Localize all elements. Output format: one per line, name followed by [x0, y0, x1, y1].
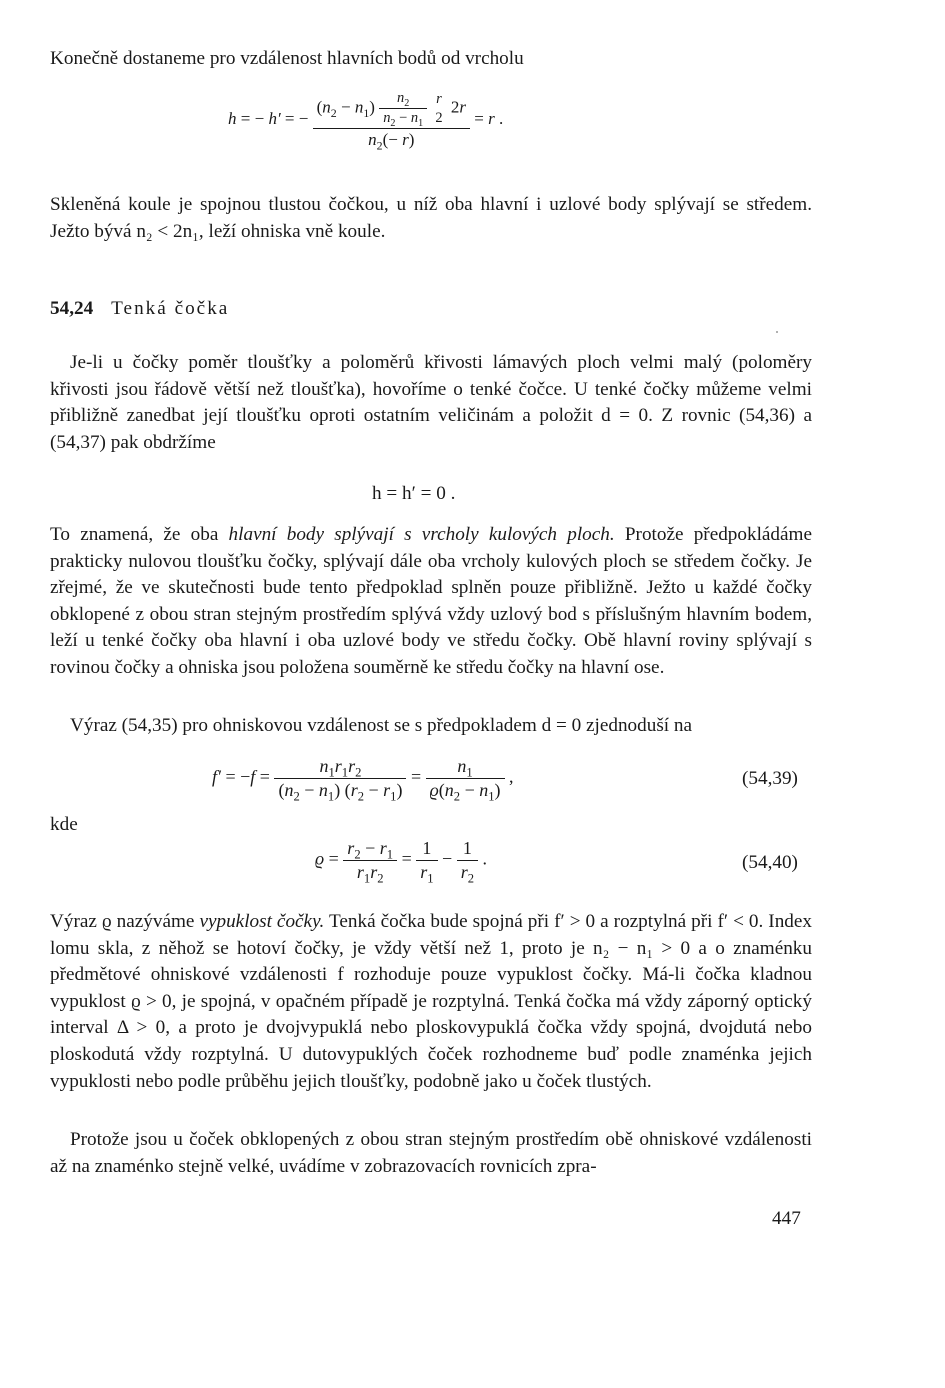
kde-label: kde	[50, 814, 78, 835]
equation-focal-length: f′ = −f = $\frac{n_1r_1r_2}{(n_2 - n_1) (r_2 - r_1)}$ = $\frac{n_1}{ϱ(n_2 - n_1)}$ ,	[212, 756, 514, 804]
equation-h: h = − h′ = − $(n_2 - n_1)$ $\frac{n_2}{n_2 - n_1}$ r 2 2r $n_2(- r)$ = r .	[228, 90, 504, 153]
convexity-paragraph	[50, 909, 812, 1095]
equation-number-39: (54,39)	[742, 768, 798, 789]
sphere-paragraph: Skleněná koule je spojnou tlustou čočkou, u níž oba hlavní i uzlové body splývají se středem. Ježto bývá n₂ < 2n₁, leží ohniska vně koule.	[50, 194, 812, 242]
final-paragraph: Protože jsou u čoček obklopených z obou stran stejným prostředím obě ohniskové vzdálenosti až na znaménko stejně velké, uvádíme v zobrazovacích rovnicích zpra-	[50, 1129, 812, 1177]
focal-length-intro: Výraz (54,35) pro ohniskovou vzdálenost se s předpokladem d = 0 zjednoduší na	[70, 715, 693, 736]
section-number: 54,24	[50, 298, 94, 319]
page-number: 447	[772, 1208, 801, 1229]
para4-emphasis: vypuklost čočky.	[199, 911, 325, 932]
para4-start: Výraz ϱ nazýváme	[50, 911, 200, 932]
principal-points-paragraph	[50, 522, 812, 682]
equation-h-zero: h = h′ = 0 .	[372, 483, 456, 504]
para4-rest: Tenká čočka bude spojná při f′ > 0 a rozptylná při f′ < 0. Index lomu skla, z něhož se hotoví čočky, je vždy větší než 1, proto je n₂ − n₁ > 0 a o znaménku předmětové ohniskové vzdálenosti f rozhoduje pouze vypuklost čočky. Má-li čočka kladnou vypuklost ϱ > 0, je spojná, v opačném případě je rozptylná. Tenká čočka má vždy záporný optický interval Δ > 0, a proto je dvojvypuklá nebo ploskovypuklá čočka vždy spojná, dvojdutá nebo ploskodutá vždy rozptylná. U dutovypuklých čoček rozhodneme buď podle znaménka jejich vypuklosti nebo podle průběhu jejich tloušťky, podobně jako u čoček tlustých.	[50, 911, 812, 1092]
para2-emphasis: hlavní body splývají s vrcholy kulových ploch.	[228, 524, 615, 545]
thin-lens-paragraph: Je-li u čočky poměr tloušťky a poloměrů křivosti lámavých ploch velmi malý (poloměry křivosti jsou řádově větší než tloušťka), hovoříme o tenké čočce. U tenké čočky můžeme velmi přibližně zanedbat její tloušťku oproti ostatním veličinám a položit d = 0. Z rovnic (54,36) a (54,37) pak obdržíme	[50, 352, 812, 453]
intro-text: Konečně dostaneme pro vzdálenost hlavních bodů od vrcholu	[50, 48, 524, 69]
speck	[776, 331, 778, 333]
equation-convexity: ϱ = $\frac{r_2 - r_1}{r_1r_2}$ = $\frac{1}{r_1}$ − $\frac{1}{r_2}$ .	[315, 838, 488, 886]
para2-start: To znamená, že oba	[50, 524, 229, 545]
section-title: Tenká čočka	[111, 298, 230, 319]
equation-number-40: (54,40)	[742, 852, 798, 873]
para2-rest: Protože předpokládáme prakticky nulovou tloušťku čočky, splývají dále oba vrcholy kulových ploch se středem čočky. Je zřejmé, že ve skutečnosti bude tento předpoklad splněn pouze přibližně. Ježto u každé čočky obklopené z obou stran stejným prostředím splývá vždy uzlový bod s příslušným hlavním bodem, leží u tenké čočky oba hlavní i oba uzlové body ve středu čočky. Obě hlavní roviny splývají s rovinou čočky a ohniska jsou položena souměrně ke středu čočky na hlavní ose.	[50, 524, 812, 678]
section-heading	[50, 298, 229, 320]
